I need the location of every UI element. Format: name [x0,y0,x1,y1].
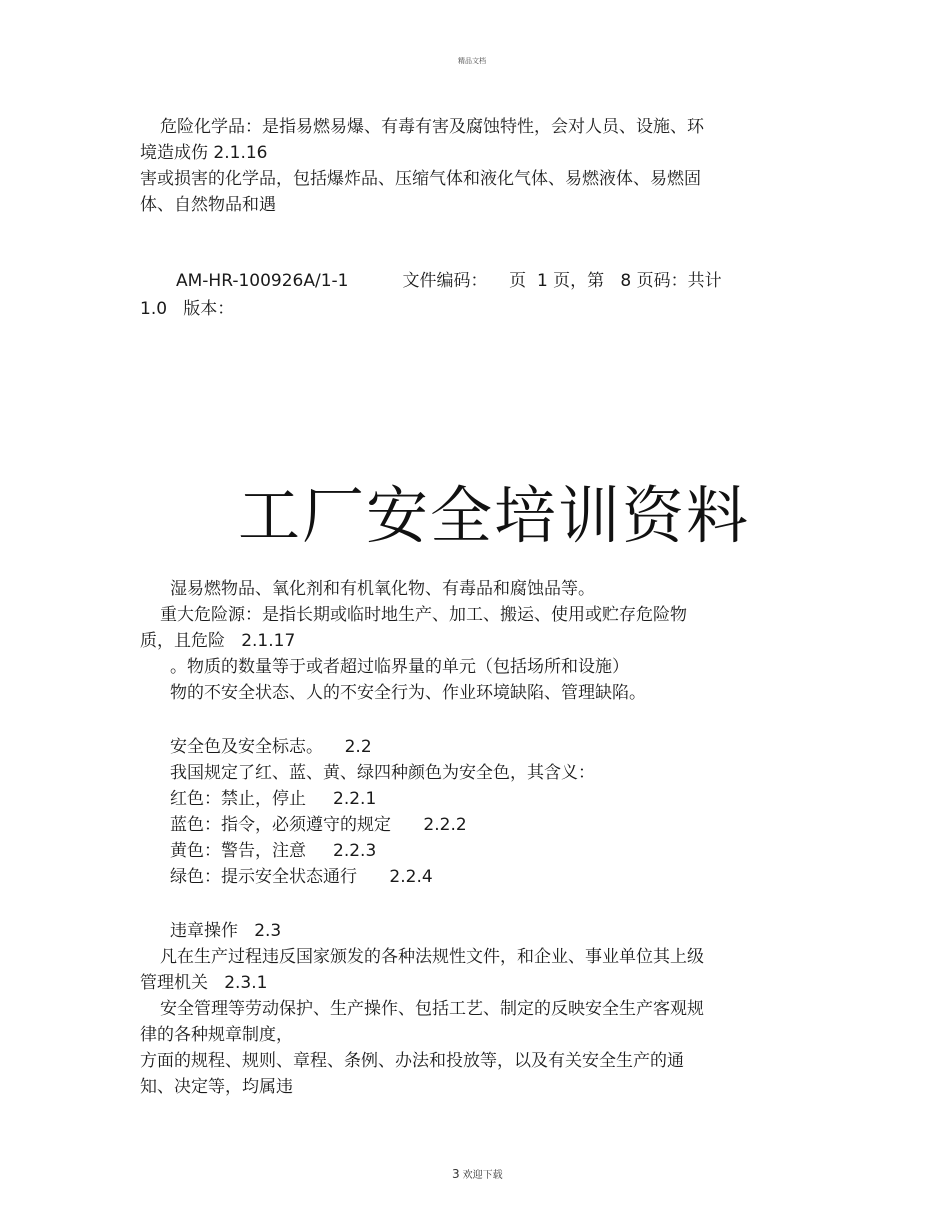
paragraph-line: 危险化学品：是指易燃易爆、有毒有害及腐蚀特性，会对人员、设施、环 [160,117,704,137]
paragraph-line: 。物质的数量等于或者超过临界量的单元（包括场所和设施） [170,657,629,677]
paragraph-line: 境造成伤 2.1.16 [140,143,268,163]
page-number: 3 [452,1167,460,1181]
document-meta-line: AM-HR-100926A/1-1 文件编码： 页 1 页，第 8 页码：共计 [176,271,722,291]
paragraph-line: 害或损害的化学品，包括爆炸品、压缩气体和液化气体、易燃液体、易燃固 [140,169,701,189]
paragraph-line: 律的各种规章制度， [140,1025,293,1045]
page-footer [452,1166,503,1181]
footer-text: 欢迎下载 [462,1170,503,1181]
paragraph-line: 安全管理等劳动保护、生产操作、包括工艺、制定的反映安全生产客观规 [160,999,704,1019]
list-item: 红色：禁止，停止 2.2.1 [170,789,377,809]
document-title: 工厂安全培训资料 [238,479,751,552]
paragraph-line: 质，且危险 2.1.17 [140,631,296,651]
paragraph-line: 管理机关 2.3.1 [140,973,268,993]
paragraph-line: 体、自然物品和遇 [140,195,276,215]
page-header: 精品文档 [458,57,486,65]
list-item: 蓝色：指令，必须遵守的规定 2.2.2 [170,815,467,835]
paragraph-line: 方面的规程、规则、章程、条例、办法和投放等，以及有关安全生产的通 [140,1051,684,1071]
paragraph-line: 凡在生产过程违反国家颁发的各种法规性文件，和企业、事业单位其上级 [160,947,704,967]
section-heading: 安全色及安全标志。 2.2 [170,737,372,757]
paragraph-line: 重大危险源：是指长期或临时地生产、加工、搬运、使用或贮存危险物 [160,605,687,625]
paragraph-line: 知、决定等，均属违 [140,1077,293,1097]
paragraph-line: 湿易燃物品、氧化剂和有机氧化物、有毒品和腐蚀品等。 [170,579,595,599]
section-heading: 违章操作 2.3 [170,921,282,941]
document-version-line: 1.0 版本： [140,299,235,319]
list-item: 绿色：提示安全状态通行 2.2.4 [170,867,433,887]
paragraph-line: 物的不安全状态、人的不安全行为、作业环境缺陷、管理缺陷。 [170,683,646,703]
list-item: 黄色：警告，注意 2.2.3 [170,841,377,861]
paragraph-line: 我国规定了红、蓝、黄、绿四种颜色为安全色，其含义： [170,763,595,783]
